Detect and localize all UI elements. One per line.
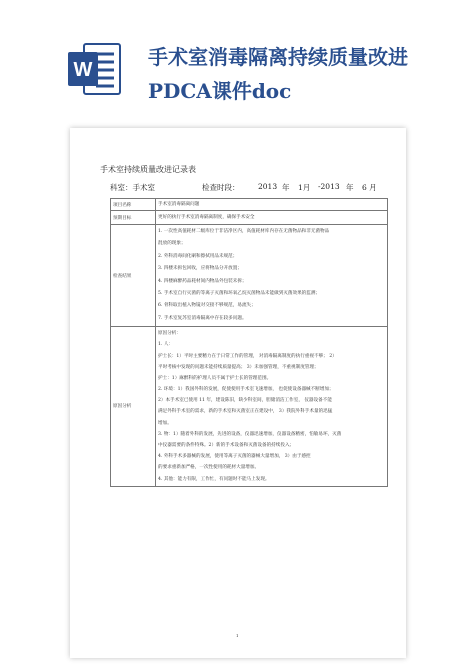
title-line-1: 手术室消毒隔离持续质量改进 (148, 45, 408, 69)
content-line: 原因分析： (158, 331, 181, 337)
content-line: 2. 环境：1）我国外科的发展，促使使用手术室飞速增加， 也促使设备器械不断增加； (158, 387, 334, 393)
row-content (156, 211, 388, 225)
content-line: 满足外科手术室的需求，新的手术室和灭菌室正在建设中， 3）我院外科手术量的迅猛 (158, 409, 333, 415)
content-line: 中仪器需要的条件特殊。2）新的手术设备和灭菌设备的持续投入； (158, 443, 295, 448)
content-line: 4. 四楼麻醉药品耗材间内物品外包装未拆； (158, 278, 247, 284)
word-doc-icon (66, 40, 124, 98)
content-line: 3. 物：1）随着外科的发展，先进的设备，仪器迅速增加，仪器设备精密，怕敏易坏，灭菌 (158, 431, 342, 437)
content-line: 手术室消毒隔离问题 (158, 202, 200, 207)
table-row (111, 225, 388, 327)
row-label: 检查结果 (111, 225, 156, 327)
content-line: 1. 一次性高值耗材二级库位于非洁净区内，高值耗材库内存在无菌物品和非无菌物品 (158, 229, 330, 234)
period-year1-unit: 年 (282, 183, 290, 192)
content-line: 2. 外科消毒间化刷和擦拭用品未规范； (158, 253, 238, 259)
content-line: 护士：1）麻醉科的护理人员不属于护士长的管理范围。 (158, 375, 272, 381)
period-label: 检查时段： (202, 183, 240, 192)
content-line: 4. 其他：能力有限，工作忙，有问题时不能马上发现。 (158, 476, 270, 482)
content-line: 7. 手术室复苏室消毒隔离中存在较多问题。 (158, 315, 247, 321)
document-page (70, 128, 406, 658)
record-table (110, 198, 388, 487)
row-label: 预期目标 (111, 211, 156, 225)
content-line: 平时考核中发现的问题未能持续质量提高； 3）未加强管理，不重视制度管理； (158, 364, 319, 370)
content-line: 1. 人： (158, 342, 174, 348)
row-content (156, 225, 388, 327)
page-number: 1 (236, 633, 239, 638)
department-label: 科室：手术室 (110, 183, 155, 192)
period-year2: -2013 (318, 182, 340, 191)
content-line: 更好的执行手术室消毒隔离制度，确保手术安全 (158, 215, 255, 220)
content-line: 2）本手术室已使用 11 年，建设陈旧，缺少科室间，胆储消洁工作室， 仪器设备不能 (158, 398, 332, 404)
period-year1: 2013 (258, 182, 278, 191)
row-content (156, 327, 388, 487)
content-line: 4. 外科手术多器械的发展，使用等离子灭菌的器械大量增加， 3）由于感控 (158, 454, 311, 460)
content-line: 护士长：1）平时主要精力在于日常工作的管理， 对消毒隔离制度的执行重视不够； 2） (158, 353, 337, 359)
word-icon-letter: W (73, 59, 93, 81)
document-title: 手术室持续质量改进记录表 (100, 165, 196, 174)
period-month2: 6 月 (362, 183, 377, 192)
content-line: 3. 四楼未拆包回收，应将物品分开放置； (158, 266, 242, 272)
row-label: 项目名称 (111, 199, 156, 211)
content-line: 增加。 (158, 420, 172, 426)
row-content (156, 199, 388, 211)
content-line: 6. 骨科取出植入物镜对交接不够规范，易流失； (158, 303, 256, 309)
content-line: 5. 手术室自行灭菌的等离子灭菌和环氧乙烷灭菌物品未能做到灭菌效果的监测； (158, 290, 321, 296)
table-row (111, 211, 388, 225)
title-line-2: PDCA课件doc (148, 79, 292, 103)
content-line: 的要求重新加严格，一次性使用的耗材大量增加。 (158, 465, 260, 471)
header-banner (0, 0, 474, 118)
content-line: 混放的现象； (158, 241, 186, 247)
table-row (111, 199, 388, 211)
table-row (111, 327, 388, 487)
row-label: 原因分析 (111, 327, 156, 487)
period-month1: 1月 (298, 183, 311, 192)
page-title (148, 40, 458, 108)
period-year2-unit: 年 (346, 183, 354, 192)
